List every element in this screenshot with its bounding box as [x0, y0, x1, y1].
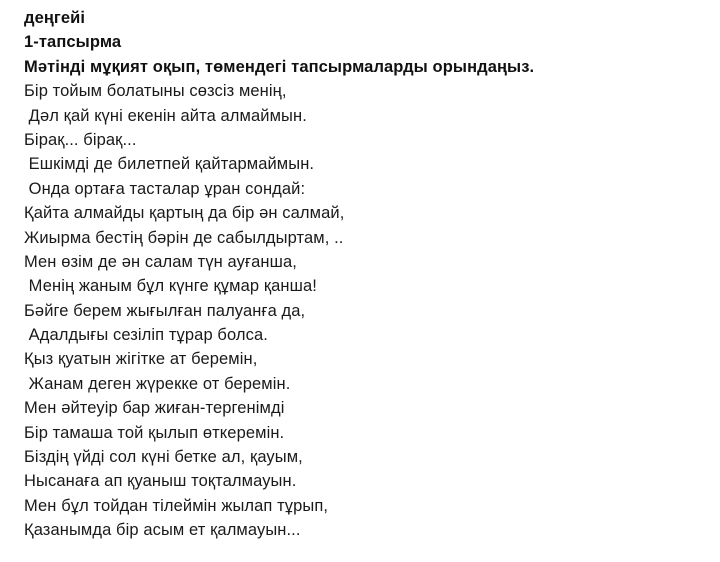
- poem-line: Мен өзім де ән салам түн ауғанша,: [24, 252, 297, 271]
- poem-line: Бәйге берем жығылған палуанға да,: [24, 301, 306, 320]
- poem-line: Бірақ... бірақ...: [24, 130, 137, 149]
- poem-line: Онда ортаға тасталар ұран сондай:: [24, 179, 306, 198]
- poem-line: Менің жаным бұл күнге құмар қанша!: [24, 277, 317, 296]
- poem-line: Қазанымда бір асым ет қалмауын...: [24, 521, 301, 540]
- poem-line: Біздің үйді сол күні бетке ал, қауым,: [24, 448, 303, 467]
- poem-line: Қыз қуатын жігітке ат беремін,: [24, 350, 258, 369]
- document-body: [24, 6, 714, 543]
- poem-line: Адалдығы сезіліп тұрар болса.: [24, 326, 268, 345]
- poem-line: Бір тойым болатыны сөзсіз менің,: [24, 82, 287, 101]
- poem-text: [24, 79, 714, 542]
- poem-line: Жанам деген жүрекке от беремін.: [24, 374, 291, 393]
- instruction-heading: Мәтінді мұқият оқып, төмендегі тапсырмаларды орындаңыз.: [24, 57, 535, 76]
- task-heading: 1-тапсырма: [24, 33, 122, 52]
- poem-line: Мен бұл тойдан тілеймін жылап тұрып,: [24, 496, 329, 515]
- poem-line: Ешкімді де билетпей қайтармаймын.: [24, 155, 315, 174]
- poem-line: Нысанаға ап қуаныш тоқталмауын.: [24, 472, 297, 491]
- poem-line: Дәл қай күні екенін айта алмаймын.: [24, 106, 307, 125]
- poem-line: Қайта алмайды қартың да бір ән салмай,: [24, 204, 345, 223]
- poem-line: Мен әйтеуір бар жиған-тергенімді: [24, 399, 285, 418]
- poem-line: Бір тамаша той қылып өткеремін.: [24, 423, 285, 442]
- level-heading: деңгейі: [24, 9, 86, 27]
- poem-line: Жиырма бестің бәрін де сабылдыртам, ..: [24, 228, 344, 247]
